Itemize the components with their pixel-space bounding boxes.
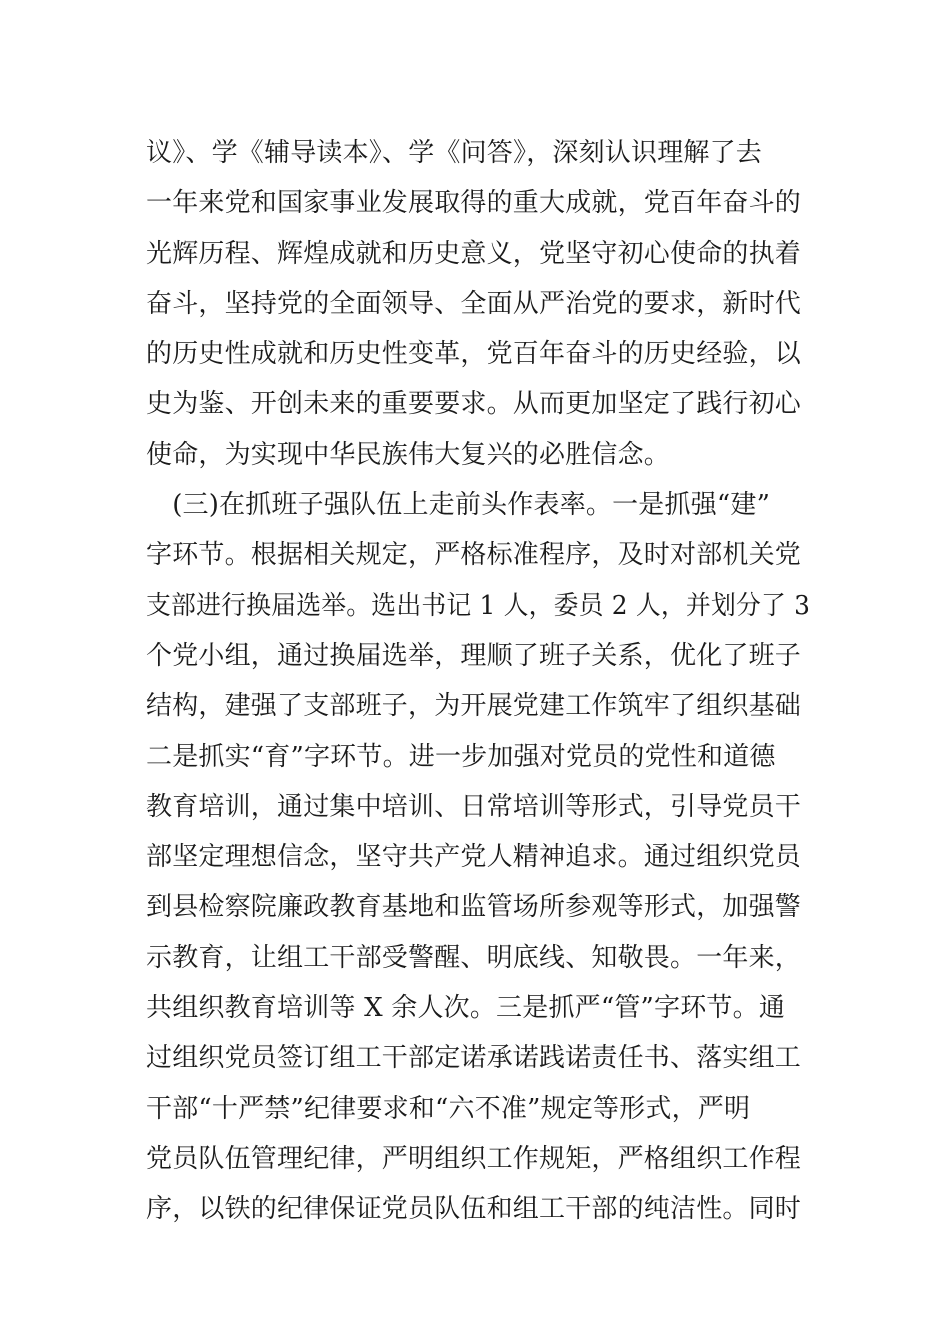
text-line: 二是抓实“育”字环节。进一步加强对党员的党性和道德 xyxy=(146,741,776,772)
text-line: 使命，为实现中华民族伟大复兴的必胜信念。 xyxy=(146,439,671,470)
text-line: 结构，建强了支部班子，为开展党建工作筑牢了组织基础 xyxy=(146,691,802,722)
text-line: 干部“十严禁”纪律要求和“六不准”规定等形式，严明 xyxy=(146,1093,751,1124)
text-line: 共组织教育培训等 X 余人次。三是抓严“管”字环节。通 xyxy=(146,993,786,1024)
text-line: 一年来党和国家事业发展取得的重大成就，党百年奋斗的 xyxy=(146,188,802,219)
text-line: (三)在抓班子强队伍上走前头作表率。一是抓强“建” xyxy=(146,490,771,521)
text-line: 字环节。根据相关规定，严格标准程序，及时对部机关党 xyxy=(146,540,802,571)
text-line: 支部进行换届选举。选出书记 1 人，委员 2 人，并划分了 3 xyxy=(146,590,811,621)
text-line: 到县检察院廉政教育基地和监管场所参观等形式，加强警 xyxy=(146,892,802,923)
text-line: 的历史性成就和历史性变革，党百年奋斗的历史经验，以 xyxy=(146,339,802,370)
text-line: 过组织党员签订组工干部定诺承诺践诺责任书、落实组工 xyxy=(146,1043,802,1074)
text-line: 议》、学《辅导读本》、学《问答》，深刻认识理解了去 xyxy=(146,138,763,168)
text-line: 奋斗，坚持党的全面领导、全面从严治党的要求，新时代 xyxy=(146,288,802,319)
text-line: 序，以铁的纪律保证党员队伍和组工干部的纯洁性。同时 xyxy=(146,1194,802,1225)
text-line: 史为鉴、开创未来的重要要求。从而更加坚定了践行初心 xyxy=(146,389,802,420)
text-line: 个党小组，通过换届选举，理顺了班子关系，优化了班子 xyxy=(146,640,802,671)
text-line: 党员队伍管理纪律，严明组织工作规矩，严格组织工作程 xyxy=(146,1143,802,1174)
body-text xyxy=(146,128,810,1235)
text-line: 示教育，让组工干部受警醒、明底线、知敬畏。一年来， xyxy=(146,942,802,973)
text-line: 部坚定理想信念，坚守共产党人精神追求。通过组织党员 xyxy=(146,842,802,873)
text-line: 光辉历程、辉煌成就和历史意义，党坚守初心使命的执着 xyxy=(146,238,802,269)
text-line: 教育培训，通过集中培训、日常培训等形式，引导党员干 xyxy=(146,791,802,822)
